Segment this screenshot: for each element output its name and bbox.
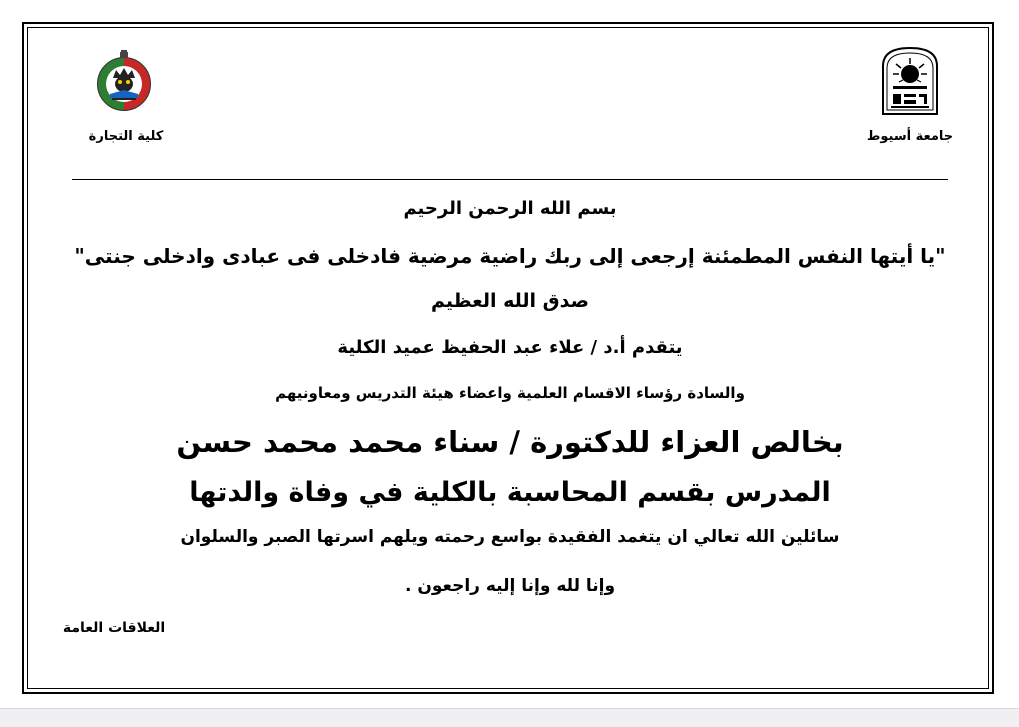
faculty-name: كلية التجارة [88,129,164,144]
closing-line: وإنا لله وإنا إليه راجعون . [404,576,616,596]
basmala: بسم الله الرحمن الرحيم [403,198,617,219]
condolence-main: بخالص العزاء للدكتورة / سناء محمد محمد حسن [176,425,844,459]
verse-closing: صدق الله العظيم [430,290,589,312]
faculty-of-commerce-logo [84,48,162,114]
presenter-line: يتقدم أ.د / علاء عبد الحفيظ عميد الكلية [337,337,683,358]
university-name: جامعة أسيوط [866,129,954,144]
header-divider [72,179,948,180]
quran-verse: "يا أيتها النفس المطمئنة إرجعى إلى ربك راضية مرضية فادخلى فى عبادى وادخلى جنتى" [74,244,946,268]
assiut-university-logo-icon [877,44,943,116]
faculty-of-commerce-logo-icon [84,48,162,114]
bottom-strip [0,708,1019,727]
prayer-line: سائلين الله تعالي ان يتغمد الفقيدة بواسع رحمته ويلهم اسرتها الصبر والسلوان [180,527,840,547]
assiut-university-logo [877,44,943,116]
signature-public-relations: العلاقات العامة [62,620,166,636]
condolence-detail: المدرس بقسم المحاسبة بالكلية في وفاة والدتها [189,477,831,508]
co-presenters-line: والسادة رؤساء الاقسام العلمية واعضاء هيئة التدريس ومعاونيهم [275,384,745,402]
